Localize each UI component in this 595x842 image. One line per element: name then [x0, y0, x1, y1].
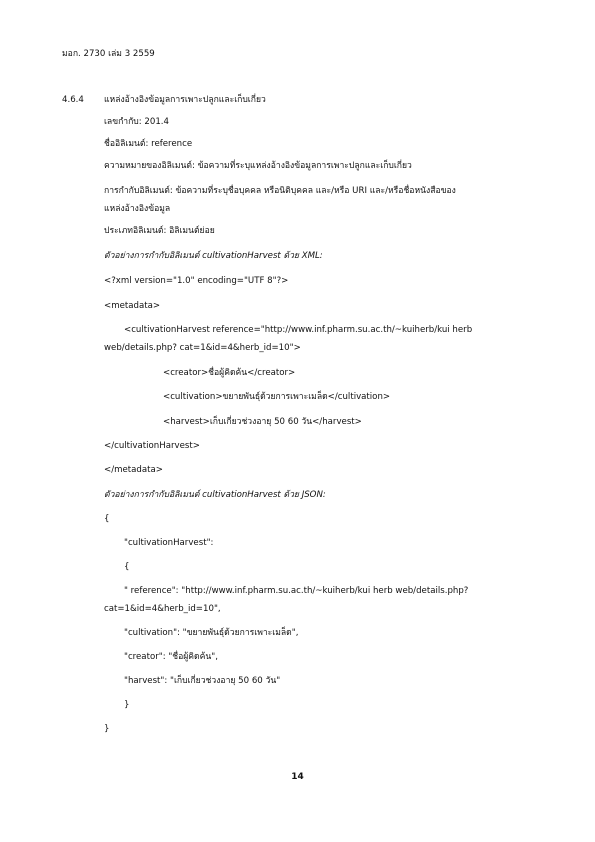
standard-reference-header: มอก. 2730 เล่ม 3 2559: [62, 49, 155, 59]
xml-line-harvest: <harvest>เก็บเกี่ยวช่วงอายุ 50 60 วัน</harvest>: [163, 417, 362, 427]
json-line-harvest: "harvest": "เก็บเกี่ยวช่วงอายุ 50 60 วัน": [124, 676, 281, 686]
section-title: แหล่งอ้างอิงข้อมูลการเพาะปลูกและเก็บเกี่ยว: [104, 95, 266, 105]
xml-line-url-continuation: web/details.php? cat=1&id=4&herb_id=10">: [104, 343, 301, 353]
section-number: 4.6.4: [62, 95, 84, 105]
xml-line-metadata-close: </metadata>: [104, 465, 163, 475]
xml-example-heading: ตัวอย่างการกำกับอิลิเมนต์ cultivationHarvest ด้วย XML:: [104, 251, 323, 261]
element-annotation-line-2: แหล่งอ้างอิงข้อมูล: [104, 204, 171, 214]
json-line-close-brace: }: [104, 724, 110, 734]
json-line-cultivation-harvest-key: "cultivationHarvest":: [124, 538, 214, 548]
element-annotation-line-1: การกำกับอิลิเมนต์: ข้อความที่ระบุชื่อบุคคล หรือนิติบุคคล และ/หรือ URI และ/หรือชื่อหนังสือของ: [104, 186, 456, 196]
json-line-creator: "creator": "ชื่อผู้คิดค้น",: [124, 652, 218, 662]
json-line-cultivation: "cultivation": "ขยายพันธุ์ด้วยการเพาะเมล็ด",: [124, 628, 299, 638]
json-line-open-brace: {: [104, 514, 110, 524]
xml-line-creator: <creator>ชื่อผู้คิดค้น</creator>: [163, 368, 296, 378]
xml-line-cultivation-harvest-close: </cultivationHarvest>: [104, 441, 200, 451]
page-number: 14: [291, 772, 304, 782]
json-line-reference: " reference": "http://www.inf.pharm.su.ac.th/~kuiherb/kui herb web/details.php?: [124, 586, 469, 596]
xml-line-metadata-open: <metadata>: [104, 301, 161, 311]
xml-line-declaration: <?xml version="1.0" encoding="UTF 8"?>: [104, 276, 289, 286]
json-line-inner-close-brace: }: [124, 700, 130, 710]
tag-number: เลขกำกับ: 201.4: [104, 117, 169, 127]
json-line-url-continuation: cat=1&id=4&herb_id=10",: [104, 604, 221, 614]
xml-line-cultivation-harvest-open: <cultivationHarvest reference="http://www.inf.pharm.su.ac.th/~kuiherb/kui herb: [124, 325, 473, 335]
json-example-heading: ตัวอย่างการกำกับอิลิเมนต์ cultivationHarvest ด้วย JSON:: [104, 490, 326, 500]
element-name: ชื่ออิลิเมนต์: reference: [104, 139, 193, 149]
element-meaning: ความหมายของอิลิเมนต์: ข้อความที่ระบุแหล่งอ้างอิงข้อมูลการเพาะปลูกและเก็บเกี่ยว: [104, 161, 412, 171]
xml-line-cultivation: <cultivation>ขยายพันธุ์ด้วยการเพาะเมล็ด</cultivation>: [163, 392, 391, 402]
element-type: ประเภทอิลิเมนต์: อิลิเมนต์ย่อย: [104, 226, 215, 236]
json-line-inner-open-brace: {: [124, 562, 130, 572]
